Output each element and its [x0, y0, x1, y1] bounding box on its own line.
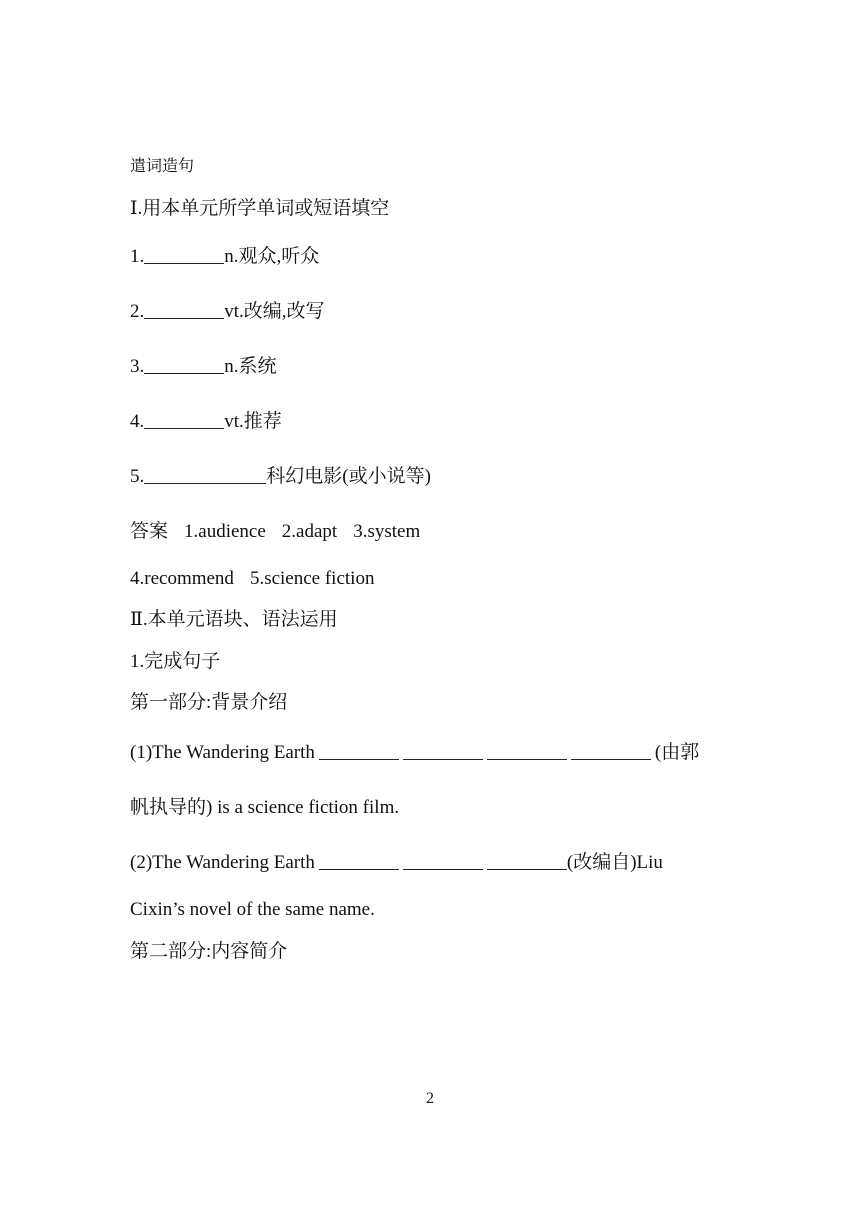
answer-blank	[403, 851, 483, 870]
page-heading: 遣词造句	[130, 158, 195, 175]
item-definition: n.系统	[224, 356, 277, 377]
vocab-item-2	[130, 300, 325, 324]
section-heading-background: 第一部分:背景介绍	[130, 692, 288, 713]
answer-line-2	[130, 567, 374, 591]
answer-2: 2.adapt	[281, 521, 338, 542]
section-heading-summary: 第二部分:内容简介	[130, 941, 288, 962]
answer-blank	[144, 410, 224, 429]
item-number: 2.	[130, 301, 145, 322]
part1-title: Ⅰ.用本单元所学单词或短语填空	[130, 198, 390, 219]
sentence-1-line-2: 帆执导的) is a science fiction film.	[130, 797, 400, 818]
sentence-2-line-2: Cixin’s novel of the same name.	[130, 899, 375, 920]
item-definition: n.观众,听众	[224, 246, 320, 267]
answer-blank	[319, 851, 399, 870]
item-number: 5.	[130, 466, 145, 487]
sentence-2-line-1	[130, 851, 663, 875]
item-definition: vt.推荐	[224, 411, 282, 432]
item-definition: vt.改编,改写	[224, 301, 325, 322]
sentence-1-line-1	[130, 741, 699, 765]
answer-blank	[487, 741, 567, 760]
answer-5: 5.science fiction	[249, 568, 375, 589]
vocab-item-1	[130, 245, 319, 269]
vocab-item-4	[130, 410, 282, 434]
answer-blank	[571, 741, 651, 760]
answer-blank	[144, 465, 266, 484]
item-number: 1.	[130, 246, 145, 267]
sentence-hint: (由郭	[654, 742, 700, 763]
vocab-item-3	[130, 355, 277, 379]
answer-blank	[144, 245, 224, 264]
answer-blank	[144, 300, 224, 319]
answer-3: 3.system	[353, 521, 421, 542]
answer-label: 答案	[130, 521, 169, 542]
vocab-item-5	[130, 465, 431, 489]
answer-blank	[403, 741, 483, 760]
answer-blank	[144, 355, 224, 374]
answer-line-1	[130, 520, 420, 544]
part2-title: Ⅱ.本单元语块、语法运用	[130, 609, 338, 630]
item-number: 3.	[130, 356, 145, 377]
sentence-start: (1)The Wandering Earth	[130, 742, 315, 763]
answer-blank	[487, 851, 567, 870]
answer-4: 4.recommend	[130, 568, 234, 589]
item-definition: 科幻电影(或小说等)	[266, 466, 431, 487]
answer-1: 1.audience	[184, 521, 266, 542]
answer-blank	[319, 741, 399, 760]
sentence-start: (2)The Wandering Earth	[130, 852, 315, 873]
page-number: 2	[426, 1090, 434, 1107]
sentence-hint: (改编自)Liu	[566, 852, 663, 873]
part2-subtitle: 1.完成句子	[130, 651, 221, 672]
item-number: 4.	[130, 411, 145, 432]
